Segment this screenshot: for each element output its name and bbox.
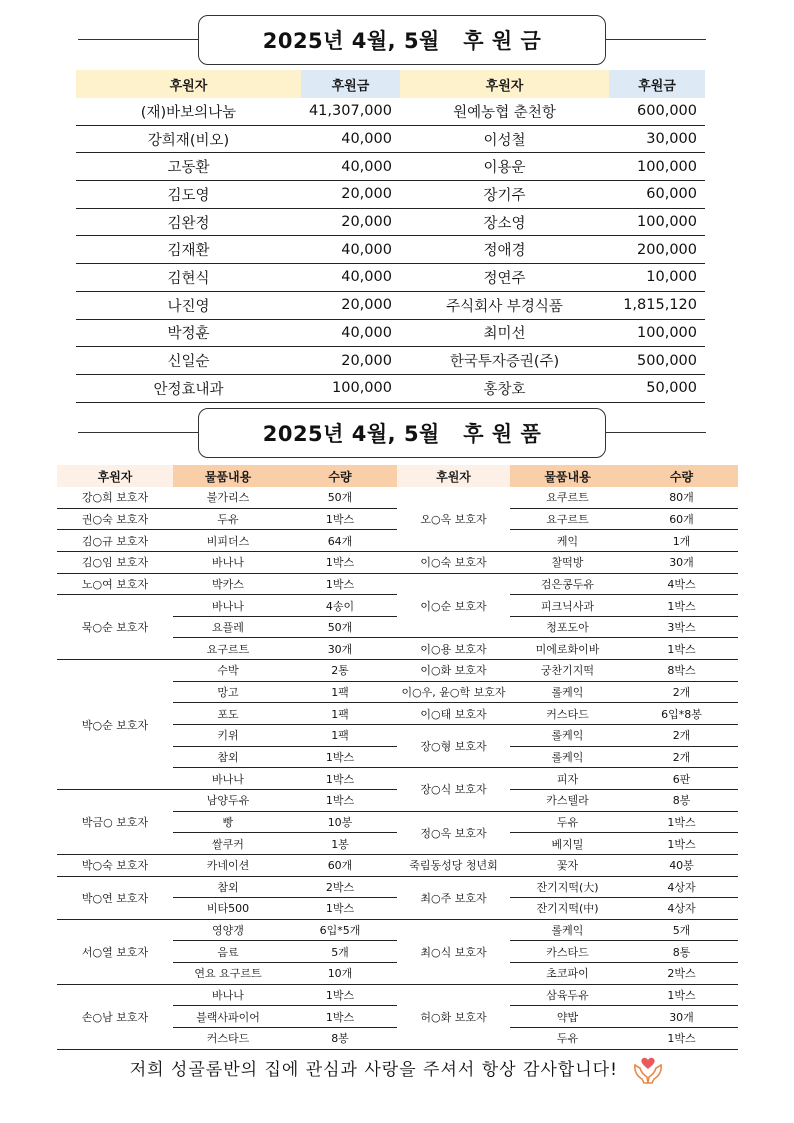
heart-hands-icon (632, 1055, 664, 1085)
item-qty: 4상자 (625, 876, 738, 898)
donor-name: 이○순 보호자 (397, 573, 510, 638)
donor-name: 김완정 (76, 208, 301, 236)
goods-title: 2025년 4월, 5월 후 원 품 (262, 422, 542, 446)
item-qty: 30개 (625, 551, 738, 573)
item-name: 요구르트 (510, 508, 625, 530)
donor-name: 장○식 보호자 (397, 768, 510, 811)
item-qty: 1팩 (283, 703, 397, 725)
item-name: 잔기지떡(大) (510, 876, 625, 898)
donation-amount: 40,000 (301, 319, 400, 347)
item-name: 카스타드 (510, 941, 625, 963)
item-name: 삼육두유 (510, 984, 625, 1006)
item-qty: 1박스 (625, 1028, 738, 1050)
item-qty: 1박스 (625, 984, 738, 1006)
item-name: 초코파이 (510, 963, 625, 985)
donor-name: 죽림동성당 청년회 (397, 854, 510, 876)
item-name: 박카스 (173, 573, 283, 595)
money-header-row (76, 70, 705, 98)
item-qty: 10봉 (283, 811, 397, 833)
item-qty: 4상자 (625, 898, 738, 920)
donor-name: 김도영 (76, 181, 301, 209)
item-name: 피자 (510, 768, 625, 790)
item-name: 망고 (173, 681, 283, 703)
item-qty: 2개 (625, 746, 738, 768)
item-name: 두유 (173, 508, 283, 530)
money-header-donor: 후원자 (400, 70, 609, 98)
item-qty: 2박스 (283, 876, 397, 898)
money-row (76, 181, 705, 209)
goods-row (57, 660, 738, 682)
item-qty: 50개 (283, 487, 397, 508)
donor-name: 박○숙 보호자 (57, 854, 173, 876)
item-name: 청포도아 (510, 616, 625, 638)
donor-name: 장소영 (400, 208, 609, 236)
item-name: 카네이션 (173, 854, 283, 876)
item-qty: 30개 (625, 1006, 738, 1028)
donor-name: 원예농협 춘천항 (400, 98, 609, 125)
thank-you-message: 저희 성골롬반의 집에 관심과 사랑을 주셔서 항상 감사합니다! (129, 1060, 618, 1080)
item-qty: 1박스 (625, 638, 738, 660)
item-name: 궁찬기지떡 (510, 660, 625, 682)
money-row (76, 208, 705, 236)
item-qty: 1봉 (283, 833, 397, 855)
item-name: 참외 (173, 876, 283, 898)
donor-name: 강희재(비오) (76, 125, 301, 153)
donation-amount: 100,000 (609, 319, 705, 347)
goods-title-banner (78, 408, 706, 458)
money-row (76, 236, 705, 264)
item-name: 영양갱 (173, 919, 283, 941)
item-name: 불가리스 (173, 487, 283, 508)
donor-name: 최○주 보호자 (397, 876, 510, 919)
item-qty: 1박스 (283, 746, 397, 768)
item-name: 요플레 (173, 616, 283, 638)
donation-amount: 20,000 (301, 347, 400, 375)
donation-amount: 30,000 (609, 125, 705, 153)
item-qty: 1박스 (283, 768, 397, 790)
donor-name: 이○용 보호자 (397, 638, 510, 660)
money-row (76, 264, 705, 292)
item-qty: 50개 (283, 616, 397, 638)
item-qty: 1박스 (625, 595, 738, 617)
item-qty: 1박스 (625, 833, 738, 855)
donor-name: 허○화 보호자 (397, 984, 510, 1049)
item-name: 베지밀 (510, 833, 625, 855)
item-qty: 8박스 (625, 660, 738, 682)
donor-name: 신일순 (76, 347, 301, 375)
goods-row (57, 876, 738, 898)
item-qty: 1박스 (283, 789, 397, 811)
item-name: 요구르트 (173, 638, 283, 660)
donation-amount: 40,000 (301, 153, 400, 181)
donor-name: 박금○ 보호자 (57, 789, 173, 854)
item-qty: 6입*5개 (283, 919, 397, 941)
item-name: 요쿠르트 (510, 487, 625, 508)
item-qty: 1박스 (283, 898, 397, 920)
item-qty: 1박스 (283, 984, 397, 1006)
donor-name: 박○연 보호자 (57, 876, 173, 919)
item-qty: 2개 (625, 725, 738, 747)
goods-header-item: 물품내용 (510, 465, 625, 487)
item-name: 쌀쿠커 (173, 833, 283, 855)
donation-amount: 500,000 (609, 347, 705, 375)
donation-amount: 100,000 (609, 208, 705, 236)
donor-name: 이용운 (400, 153, 609, 181)
donor-name: 노○여 보호자 (57, 573, 173, 595)
donation-amount: 40,000 (301, 125, 400, 153)
donor-name: 이○화 보호자 (397, 660, 510, 682)
donation-amount: 50,000 (609, 374, 705, 402)
donor-name: 최○식 보호자 (397, 919, 510, 984)
item-name: 바나나 (173, 984, 283, 1006)
item-qty: 40봉 (625, 854, 738, 876)
goods-header-donor: 후원자 (57, 465, 173, 487)
item-qty: 3박스 (625, 616, 738, 638)
donor-name: 김○임 보호자 (57, 551, 173, 573)
money-row (76, 291, 705, 319)
item-qty: 8통 (625, 941, 738, 963)
goods-row (57, 984, 738, 1006)
item-name: 수박 (173, 660, 283, 682)
money-title-box (198, 15, 606, 65)
donor-name: 박○순 보호자 (57, 660, 173, 790)
donor-name: 강○희 보호자 (57, 487, 173, 508)
donation-amount: 600,000 (609, 98, 705, 125)
donor-name: 권○숙 보호자 (57, 508, 173, 530)
donor-name: 정연주 (400, 264, 609, 292)
item-name: 케익 (510, 530, 625, 552)
money-header-amount: 후원금 (609, 70, 705, 98)
donor-name: 오○옥 보호자 (397, 487, 510, 551)
donation-amount: 20,000 (301, 181, 400, 209)
item-qty: 5개 (283, 941, 397, 963)
goods-row (57, 551, 738, 573)
goods-header-donor: 후원자 (397, 465, 510, 487)
money-row (76, 153, 705, 181)
item-name: 두유 (510, 1028, 625, 1050)
item-name: 검은콩두유 (510, 573, 625, 595)
item-name: 음료 (173, 941, 283, 963)
donor-name: 고동환 (76, 153, 301, 181)
item-qty: 1박스 (625, 811, 738, 833)
item-name: 연요 요구르트 (173, 963, 283, 985)
donor-name: 정○옥 보호자 (397, 811, 510, 854)
item-qty: 8봉 (283, 1028, 397, 1050)
item-qty: 10개 (283, 963, 397, 985)
item-qty: 4송이 (283, 595, 397, 617)
donor-name: 나진영 (76, 291, 301, 319)
item-qty: 1박스 (283, 508, 397, 530)
thank-you-footer (0, 1055, 794, 1085)
goods-header-qty: 수량 (283, 465, 397, 487)
item-qty: 6판 (625, 768, 738, 790)
donor-name: 김재환 (76, 236, 301, 264)
item-qty: 1팩 (283, 725, 397, 747)
item-name: 남양두유 (173, 789, 283, 811)
donor-name: 김현식 (76, 264, 301, 292)
item-name: 롤케익 (510, 919, 625, 941)
money-row (76, 374, 705, 402)
item-name: 커스타드 (510, 703, 625, 725)
donor-name: 서○열 보호자 (57, 919, 173, 984)
donor-name: 주식회사 부경식품 (400, 291, 609, 319)
donor-name: 이성철 (400, 125, 609, 153)
donor-name: 묵○순 보호자 (57, 595, 173, 660)
item-qty: 1팩 (283, 681, 397, 703)
item-qty: 5개 (625, 919, 738, 941)
donation-amount: 20,000 (301, 208, 400, 236)
donation-amount: 10,000 (609, 264, 705, 292)
donation-amount: 100,000 (301, 374, 400, 402)
donation-amount: 200,000 (609, 236, 705, 264)
goods-header-qty: 수량 (625, 465, 738, 487)
donor-name: 장○형 보호자 (397, 725, 510, 768)
money-header-donor: 후원자 (76, 70, 301, 98)
item-name: 카스텔라 (510, 789, 625, 811)
donation-amount: 1,815,120 (609, 291, 705, 319)
item-qty: 1개 (625, 530, 738, 552)
item-name: 비타500 (173, 898, 283, 920)
item-name: 커스타드 (173, 1028, 283, 1050)
item-qty: 1박스 (283, 551, 397, 573)
donation-amount: 40,000 (301, 264, 400, 292)
item-qty: 2통 (283, 660, 397, 682)
donor-name: (재)바보의나눔 (76, 98, 301, 125)
item-qty: 2박스 (625, 963, 738, 985)
money-row (76, 125, 705, 153)
goods-row (57, 919, 738, 941)
money-row (76, 98, 705, 125)
donor-name: 이○태 보호자 (397, 703, 510, 725)
donor-name: 이○숙 보호자 (397, 551, 510, 573)
item-qty: 30개 (283, 638, 397, 660)
goods-row (57, 854, 738, 876)
donation-amount: 40,000 (301, 236, 400, 264)
item-qty: 60개 (625, 508, 738, 530)
item-name: 블랙사파이어 (173, 1006, 283, 1028)
item-name: 피크닉사과 (510, 595, 625, 617)
money-row (76, 347, 705, 375)
goods-row (57, 487, 738, 508)
item-qty: 1박스 (283, 573, 397, 595)
donor-name: 최미선 (400, 319, 609, 347)
donor-name: 홍창호 (400, 374, 609, 402)
donor-name: 박정훈 (76, 319, 301, 347)
item-name: 미에로화이바 (510, 638, 625, 660)
item-name: 롤케익 (510, 746, 625, 768)
donation-amount: 20,000 (301, 291, 400, 319)
item-name: 비피더스 (173, 530, 283, 552)
item-name: 롤케익 (510, 725, 625, 747)
goods-row (57, 573, 738, 595)
donor-name: 한국투자증권(주) (400, 347, 609, 375)
item-name: 빵 (173, 811, 283, 833)
goods-title-box (198, 408, 606, 458)
item-qty: 1박스 (283, 1006, 397, 1028)
donation-amount: 60,000 (609, 181, 705, 209)
item-qty: 8봉 (625, 789, 738, 811)
item-name: 바나나 (173, 768, 283, 790)
donation-amount: 41,307,000 (301, 98, 400, 125)
item-name: 잔기지떡(中) (510, 898, 625, 920)
item-name: 꽃자 (510, 854, 625, 876)
item-name: 찰떡방 (510, 551, 625, 573)
donor-name: 안정효내과 (76, 374, 301, 402)
item-name: 키위 (173, 725, 283, 747)
donor-name: 정애경 (400, 236, 609, 264)
donor-name: 손○남 보호자 (57, 984, 173, 1049)
item-name: 포도 (173, 703, 283, 725)
item-qty: 6입*8봉 (625, 703, 738, 725)
goods-table (57, 465, 738, 1050)
item-name: 바나나 (173, 551, 283, 573)
item-qty: 2개 (625, 681, 738, 703)
item-qty: 60개 (283, 854, 397, 876)
donor-name: 김○규 보호자 (57, 530, 173, 552)
item-name: 참외 (173, 746, 283, 768)
item-name: 두유 (510, 811, 625, 833)
item-name: 약밥 (510, 1006, 625, 1028)
donor-name: 장기주 (400, 181, 609, 209)
donor-name: 이○우, 윤○학 보호자 (397, 681, 510, 703)
item-name: 바나나 (173, 595, 283, 617)
money-title: 2025년 4월, 5월 후 원 금 (262, 29, 542, 53)
item-qty: 80개 (625, 487, 738, 508)
money-row (76, 319, 705, 347)
goods-header-row (57, 465, 738, 487)
item-qty: 64개 (283, 530, 397, 552)
donation-amount: 100,000 (609, 153, 705, 181)
money-table (76, 70, 705, 403)
item-qty: 4박스 (625, 573, 738, 595)
money-header-amount: 후원금 (301, 70, 400, 98)
item-name: 롤케익 (510, 681, 625, 703)
money-title-banner (78, 15, 706, 65)
goods-header-item: 물품내용 (173, 465, 283, 487)
